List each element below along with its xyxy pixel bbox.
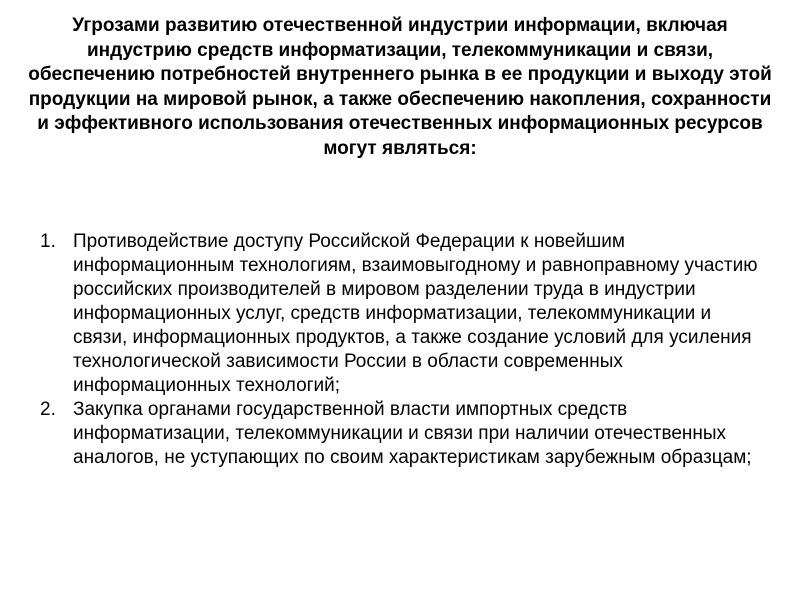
list-item-text: Закупка органами государственной власти импортных средств информатизации, телекоммуникации и связи при наличии отечественных аналогов, не уступающих по своим характеристикам зарубежным образцам;: [73, 399, 752, 468]
slide-heading: Угрозами развитию отечественной индустрии информации, включая индустрию средств информатизации, телекоммуникации и связи, обеспечению потребностей внутреннего рынка в ее продукции и выходу этой продукции на мировой рынок, а также обеспечению накопления, сохранности и эффективного использования отечественных информационных ресурсов могут являться:: [28, 15, 772, 159]
list-item-text: Противодействие доступу Российской Федерации к новейшим информационным технологиям, взаимовыгодному и равноправному участию российских производителей в мировом разделении труда в индустрии информационных услуг, средств информатизации, телекоммуникации и связи, информационных продуктов, а также создание условий для усиления технологической зависимости России в области современных информационных технологий;: [73, 231, 758, 396]
list-item-number: 1.: [40, 231, 56, 252]
list-item: [40, 230, 762, 398]
list-item-number: 2.: [40, 399, 56, 420]
threats-list: [40, 230, 762, 470]
list-item: [40, 398, 762, 470]
